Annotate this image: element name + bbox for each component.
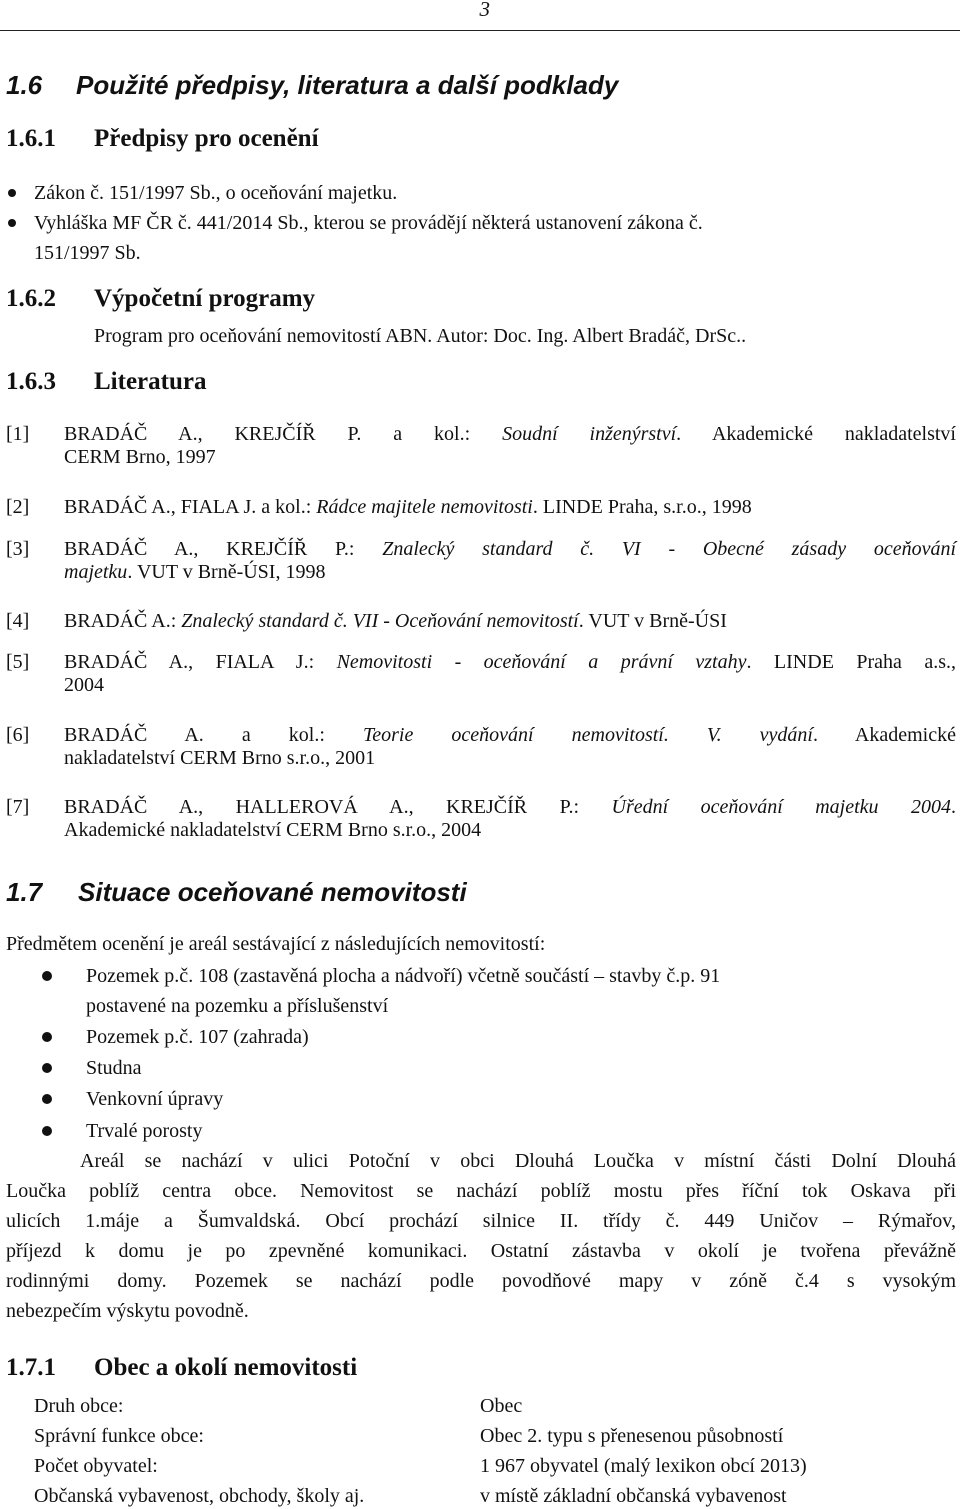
- predpis-item: Zákon č. 151/1997 Sb., o oceňování majetku.: [34, 182, 398, 204]
- reference-number: [3]: [6, 538, 30, 560]
- reference-number: [1]: [6, 423, 30, 445]
- reference-2: [6, 496, 956, 519]
- property-item-continuation: postavené na pozemku a příslušenství: [86, 995, 389, 1017]
- property-item: Venkovní úpravy: [86, 1088, 224, 1110]
- reference-3: [6, 538, 956, 584]
- reference-number: [4]: [6, 610, 30, 632]
- bullet-icon: [42, 1126, 52, 1136]
- reference-number: [2]: [6, 496, 30, 518]
- heading-1-6-3-number: 1.6.3: [6, 368, 56, 395]
- header-rule: [0, 30, 960, 31]
- obec-label: Počet obyvatel:: [34, 1455, 158, 1477]
- reference-number: [7]: [6, 796, 30, 818]
- intro-text: Předmětem ocenění je areál sestávající z následujících nemovitostí:: [6, 933, 546, 955]
- obec-label: Druh obce:: [34, 1395, 124, 1417]
- obec-value: Obec 2. typu s přenesenou působností: [480, 1425, 784, 1447]
- reference-line: BRADÁČ A. a kol.: Teorie oceňování nemovitostí. V. vydání. Akademické: [64, 724, 956, 746]
- obec-value: Obec: [480, 1395, 523, 1417]
- paragraph-line-2: Loučka poblíž centra obce. Nemovitost se nachází poblíž mostu přes říční tok Oskava při: [6, 1180, 956, 1202]
- reference-number: [6]: [6, 724, 30, 746]
- heading-1-6-number: 1.6: [6, 70, 43, 100]
- reference-continuation: 2004: [64, 674, 104, 696]
- reference-continuation: Akademické nakladatelství CERM Brno s.r.o., 2004: [64, 819, 482, 841]
- reference-line: BRADÁČ A., FIALA J. a kol.: Rádce majitele nemovitosti. LINDE Praha, s.r.o., 1998: [64, 496, 752, 518]
- heading-1-6-3: [6, 367, 206, 397]
- heading-1-7-number: 1.7: [6, 877, 43, 907]
- reference-continuation: CERM Brno, 1997: [64, 446, 216, 468]
- heading-1-6: [6, 70, 618, 100]
- paragraph-line-3: ulicích 1.máje a Šumvaldská. Obcí prochází silnice II. třídy č. 449 Uničov – Rýmařov,: [6, 1210, 956, 1232]
- reference-line: BRADÁČ A., FIALA J.: Nemovitosti - oceňování a právní vztahy. LINDE Praha a.s.,: [64, 651, 956, 673]
- reference-1: [6, 423, 956, 469]
- heading-1-6-3-title: Literatura: [94, 368, 207, 395]
- bullet-icon: [42, 971, 52, 981]
- bullet-icon: [42, 1094, 52, 1104]
- heading-1-6-title: Použité předpisy, literatura a další podklady: [76, 70, 619, 100]
- reference-6: [6, 724, 956, 770]
- bullet-icon: [42, 1063, 52, 1073]
- bullet-icon: [8, 189, 16, 197]
- reference-line: BRADÁČ A., HALLEROVÁ A., KREJČÍŘ P.: Úřední oceňování majetku 2004.: [64, 796, 956, 818]
- heading-1-6-1-number: 1.6.1: [6, 125, 56, 152]
- property-item: Pozemek p.č. 108 (zastavěná plocha a nádvoří) včetně součástí – stavby č.p. 91: [86, 965, 721, 987]
- property-item: Studna: [86, 1057, 142, 1079]
- reference-number: [5]: [6, 651, 30, 673]
- reference-line: BRADÁČ A.: Znalecký standard č. VII - Oceňování nemovitostí. VUT v Brně-ÚSI: [64, 610, 727, 632]
- heading-1-7-title: Situace oceňované nemovitosti: [78, 877, 467, 907]
- heading-1-6-1: [6, 124, 319, 154]
- heading-1-6-2-number: 1.6.2: [6, 285, 56, 312]
- obec-label: Správní funkce obce:: [34, 1425, 204, 1447]
- reference-line: BRADÁČ A., KREJČÍŘ P. a kol.: Soudní inženýrství. Akademické nakladatelství: [64, 423, 956, 445]
- property-item: Pozemek p.č. 107 (zahrada): [86, 1026, 309, 1048]
- heading-1-6-1-title: Předpisy pro ocenění: [94, 125, 319, 152]
- heading-1-7-1: [6, 1353, 357, 1383]
- heading-1-6-2: [6, 284, 315, 314]
- obec-value: v místě základní občanská vybavenost: [480, 1485, 787, 1507]
- predpis-item: Vyhláška MF ČR č. 441/2014 Sb., kterou se provádějí některá ustanovení zákona č.: [34, 212, 703, 234]
- bullet-icon: [42, 1032, 52, 1042]
- reference-5: [6, 651, 956, 697]
- reference-continuation: nakladatelství CERM Brno s.r.o., 2001: [64, 747, 376, 769]
- program-text: Program pro oceňování nemovitostí ABN. Autor: Doc. Ing. Albert Bradáč, DrSc..: [94, 325, 747, 347]
- obec-label: Občanská vybavenost, obchody, školy aj.: [34, 1485, 365, 1507]
- heading-1-7-1-title: Obec a okolí nemovitosti: [94, 1354, 358, 1381]
- heading-1-7-1-number: 1.7.1: [6, 1354, 56, 1381]
- paragraph-line-5: rodinnými domy. Pozemek se nachází podle povodňové mapy v zóně č.4 s vysokým: [6, 1270, 956, 1292]
- reference-line: BRADÁČ A., KREJČÍŘ P.: Znalecký standard č. VI - Obecné zásady oceňování: [64, 538, 957, 560]
- reference-continuation: majetku. VUT v Brně-ÚSI, 1998: [64, 561, 326, 583]
- predpis-item-continuation: 151/1997 Sb.: [34, 242, 141, 264]
- reference-4: [6, 610, 956, 633]
- heading-1-6-2-title: Výpočetní programy: [94, 285, 316, 312]
- obec-value: 1 967 obyvatel (malý lexikon obcí 2013): [480, 1455, 807, 1477]
- bullet-icon: [8, 219, 16, 227]
- reference-7: [6, 796, 956, 842]
- property-item: Trvalé porosty: [86, 1120, 203, 1142]
- paragraph-line-1: Areál se nachází v ulici Potoční v obci Dlouhá Loučka v místní části Dolní Dlouhá: [80, 1150, 956, 1172]
- paragraph-line-4: příjezd k domu je po zpevněné komunikaci. Ostatní zástavba v okolí je tvořena převážně: [6, 1240, 956, 1262]
- paragraph-line-6: nebezpečím výskytu povodně.: [6, 1300, 249, 1322]
- heading-1-7: [6, 877, 467, 907]
- page-number: 3: [479, 0, 490, 21]
